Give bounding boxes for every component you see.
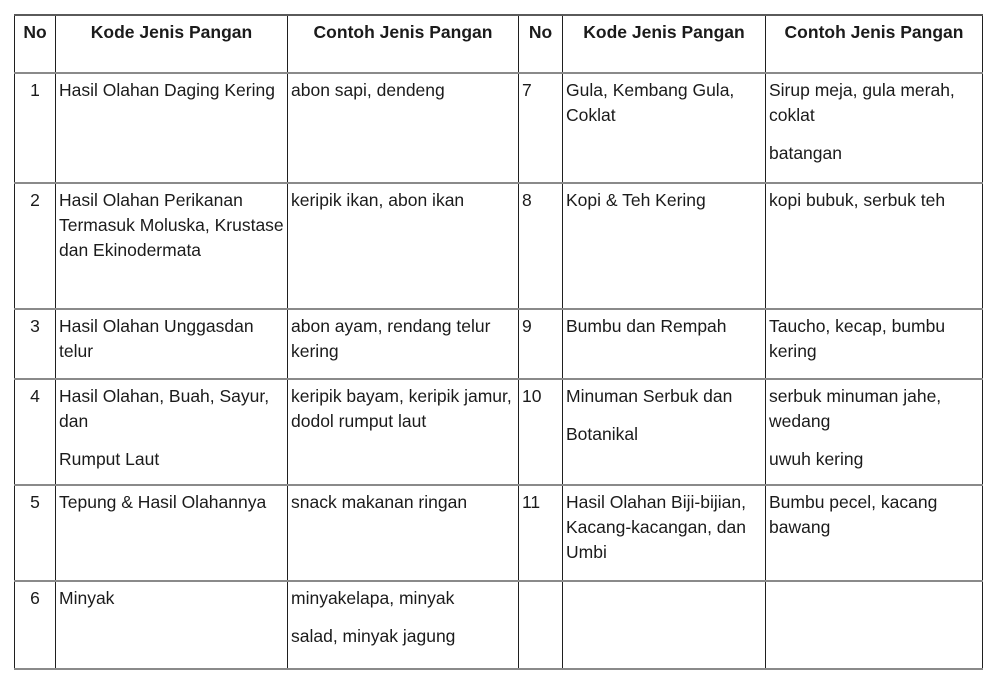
- header-kode-left: Kode Jenis Pangan: [56, 15, 288, 73]
- cell-no-left: 6: [15, 581, 56, 669]
- cell-contoh-left: [288, 73, 519, 183]
- cell-no-left: 2: [15, 183, 56, 309]
- cell-kode-right: [563, 183, 766, 309]
- cell-contoh-left: [288, 485, 519, 581]
- header-kode-right: Kode Jenis Pangan: [563, 15, 766, 73]
- cell-paragraph: keripik bayam, keripik jamur, dodol rumput laut: [291, 386, 512, 431]
- table-row: [15, 73, 983, 183]
- cell-kode-right: [563, 309, 766, 379]
- cell-kode-left: [56, 183, 288, 309]
- cell-paragraph: uwuh kering: [769, 449, 864, 469]
- cell-paragraph: Hasil Olahan Perikanan Termasuk Moluska, Krustase dan Ekinodermata: [59, 190, 284, 260]
- cell-contoh-right: [766, 73, 983, 183]
- cell-paragraph: Hasil Olahan Unggasdan telur: [59, 316, 254, 361]
- cell-kode-left: [56, 379, 288, 485]
- cell-contoh-right: [766, 485, 983, 581]
- cell-contoh-left: [288, 183, 519, 309]
- cell-paragraph: salad, minyak jagung: [291, 626, 456, 646]
- cell-contoh-right: [766, 581, 983, 669]
- cell-paragraph: serbuk minuman jahe, wedang: [769, 386, 942, 431]
- cell-no-right: 7: [519, 73, 563, 183]
- cell-no-left: 1: [15, 73, 56, 183]
- header-contoh-left: Contoh Jenis Pangan: [288, 15, 519, 73]
- cell-paragraph: Taucho, kecap, bumbu kering: [769, 316, 946, 361]
- cell-paragraph: minyakelapa, minyak: [291, 588, 455, 608]
- cell-paragraph: kopi bubuk, serbuk teh: [769, 190, 946, 210]
- table-row: [15, 309, 983, 379]
- cell-paragraph: abon ayam, rendang telur kering: [291, 316, 491, 361]
- table-row: [15, 379, 983, 485]
- cell-paragraph: Tepung & Hasil Olahannya: [59, 492, 267, 512]
- cell-kode-left: [56, 581, 288, 669]
- cell-paragraph: snack makanan ringan: [291, 492, 468, 512]
- cell-contoh-right: [766, 183, 983, 309]
- table-row: [15, 183, 983, 309]
- table-row: [15, 485, 983, 581]
- header-contoh-right: Contoh Jenis Pangan: [766, 15, 983, 73]
- cell-paragraph: Minuman Serbuk dan: [566, 386, 733, 406]
- header-no-left: No: [15, 15, 56, 73]
- cell-no-right: 11: [519, 485, 563, 581]
- cell-paragraph: Kopi & Teh Kering: [566, 190, 706, 210]
- cell-paragraph: Botanikal: [566, 424, 638, 444]
- cell-paragraph: Rumput Laut: [59, 449, 160, 469]
- cell-kode-right: [563, 379, 766, 485]
- cell-no-right: 10: [519, 379, 563, 485]
- food-category-table: [14, 14, 983, 670]
- cell-kode-left: [56, 485, 288, 581]
- cell-kode-right: [563, 485, 766, 581]
- cell-no-left: 4: [15, 379, 56, 485]
- cell-paragraph: batangan: [769, 143, 842, 163]
- cell-paragraph: Sirup meja, gula merah, coklat: [769, 80, 955, 125]
- cell-no-right: 8: [519, 183, 563, 309]
- cell-no-left: 3: [15, 309, 56, 379]
- cell-paragraph: Hasil Olahan, Buah, Sayur, dan: [59, 386, 270, 431]
- cell-no-left: 5: [15, 485, 56, 581]
- cell-paragraph: Bumbu pecel, kacang bawang: [769, 492, 938, 537]
- cell-paragraph: Gula, Kembang Gula, Coklat: [566, 80, 735, 125]
- cell-contoh-left: [288, 581, 519, 669]
- cell-contoh-right: [766, 309, 983, 379]
- cell-paragraph: Minyak: [59, 588, 115, 608]
- header-row: [15, 15, 983, 73]
- header-no-right: No: [519, 15, 563, 73]
- cell-kode-left: [56, 73, 288, 183]
- cell-paragraph: abon sapi, dendeng: [291, 80, 445, 100]
- cell-contoh-right: [766, 379, 983, 485]
- cell-kode-right: [563, 581, 766, 669]
- cell-paragraph: keripik ikan, abon ikan: [291, 190, 465, 210]
- cell-paragraph: Hasil Olahan Daging Kering: [59, 80, 275, 100]
- cell-no-right: 9: [519, 309, 563, 379]
- table-row: [15, 581, 983, 669]
- cell-kode-right: [563, 73, 766, 183]
- cell-paragraph: Bumbu dan Rempah: [566, 316, 727, 336]
- cell-no-right: [519, 581, 563, 669]
- cell-contoh-left: [288, 379, 519, 485]
- cell-kode-left: [56, 309, 288, 379]
- cell-contoh-left: [288, 309, 519, 379]
- cell-paragraph: Hasil Olahan Biji-bijian, Kacang-kacangan, dan Umbi: [566, 492, 746, 562]
